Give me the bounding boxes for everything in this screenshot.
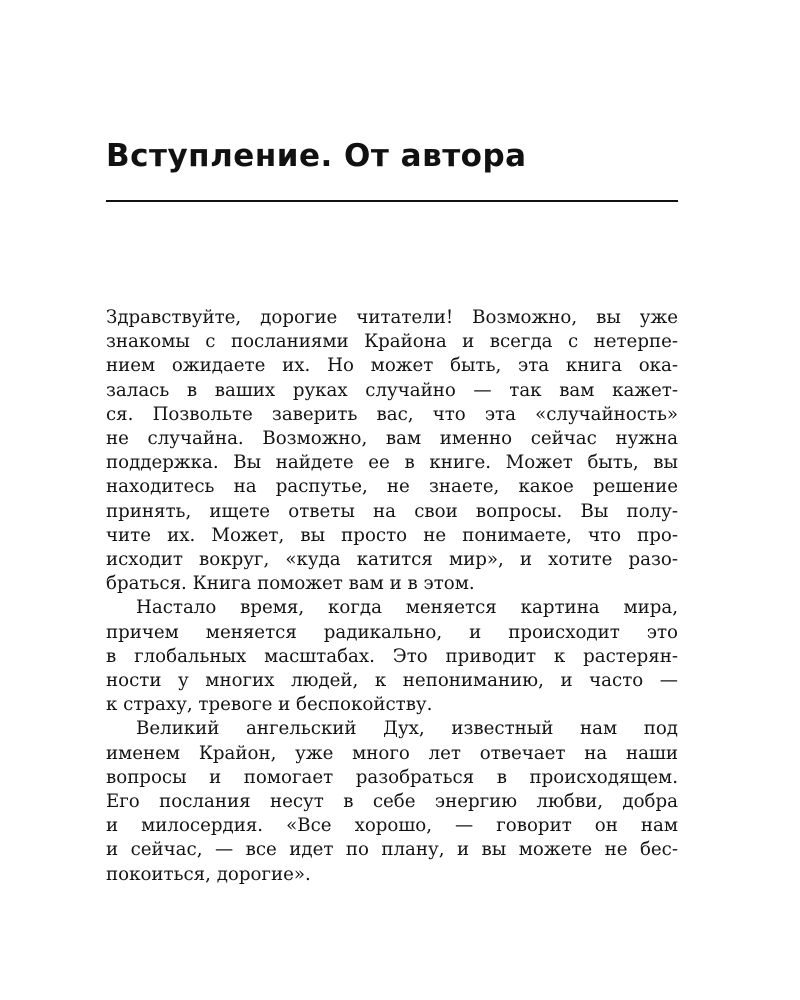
text-line: именем Крайон, уже много лет отвечает на наши — [106, 742, 678, 764]
text-line: принять, ищете ответы на свои вопросы. Вы полу- — [106, 500, 678, 522]
text-line: исходит вокруг, «куда катится мир», и хотите разо- — [106, 549, 678, 571]
text-line: вопросы и помогает разобраться в происходящем. — [106, 766, 678, 788]
text-line: не случайна. Возможно, вам именно сейчас нужна — [106, 428, 678, 450]
text-line: и сейчас, — все идет по плану, и вы можете не бес- — [106, 839, 678, 861]
text-line: залась в ваших руках случайно — так вам кажет- — [106, 379, 678, 401]
text-line: Его послания несут в себе энергию любви, добра — [106, 791, 678, 813]
text-line: покоиться, дорогие». — [106, 863, 311, 885]
paragraph-1 — [106, 306, 678, 596]
text-line: причем меняется радикально, и происходит это — [106, 621, 678, 643]
text-line: Великий ангельский Дух, известный нам под — [136, 718, 678, 740]
paragraph-3 — [106, 717, 678, 886]
text-line: и милосердия. «Все хорошо, — говорит он нам — [106, 815, 678, 837]
text-line: поддержка. Вы найдете ее в книге. Может быть, вы — [106, 452, 678, 474]
text-line: находитесь на распутье, не знаете, какое решение — [106, 476, 678, 498]
text-line: ся. Позвольте заверить вас, что эта «случайность» — [106, 403, 678, 425]
text-line: чите их. Может, вы просто не понимаете, что про- — [106, 524, 678, 546]
body-text — [106, 306, 678, 887]
text-line: Здравствуйте, дорогие читатели! Возможно, вы уже — [106, 307, 678, 328]
chapter-title: Вступление. От автора — [106, 138, 527, 174]
text-line: ности у многих людей, к непониманию, и часто — — [106, 670, 678, 692]
paragraph-2 — [106, 596, 678, 717]
text-line: к страху, тревоге и беспокойству. — [106, 694, 433, 716]
text-line: Настало время, когда меняется картина мира, — [136, 597, 678, 619]
title-divider — [106, 200, 678, 202]
text-line: в глобальных масштабах. Это приводит к растерян- — [106, 645, 678, 667]
text-line: нием ожидаете их. Но может быть, эта книга ока- — [106, 355, 678, 377]
text-line: браться. Книга поможет вам и в этом. — [106, 573, 475, 595]
text-line: знакомы с посланиями Крайона и всегда с нетерпе- — [106, 331, 678, 353]
